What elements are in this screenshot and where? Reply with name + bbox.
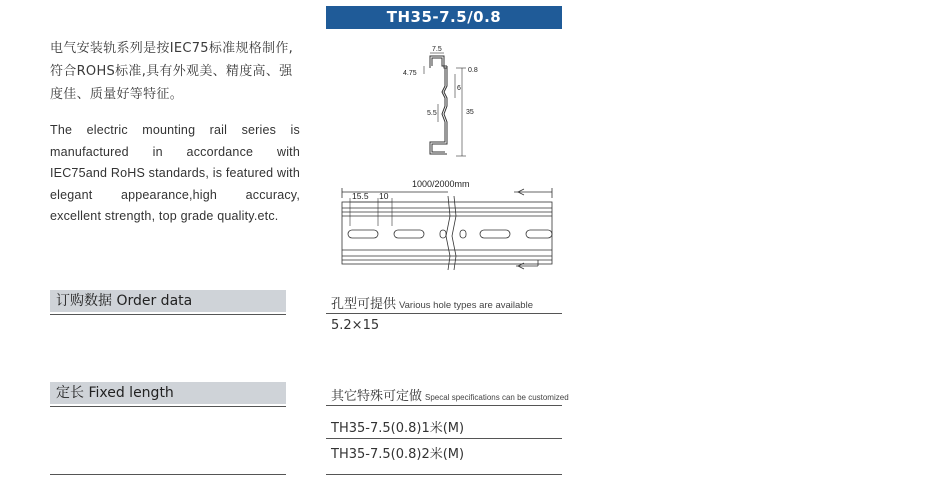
rail-drawing <box>338 176 562 274</box>
rail-dim-15-5: 15.5 <box>352 191 369 201</box>
fixed-length-label: 定长 Fixed length <box>50 382 286 404</box>
profile-dim-0-8: 0.8 <box>468 67 478 74</box>
profile-dim-5-5: 5.5 <box>427 110 437 117</box>
hole-types-heading <box>331 293 533 312</box>
intro-english: The electric mounting rail series is manufactured in accordance with IEC75and RoHS standards, is featured with elegant appearance,high accuracy, excellent strength, top grade quality.etc. <box>50 123 300 223</box>
fixed-length-rule <box>50 406 286 407</box>
hole-type-value: 5.2×15 <box>331 318 380 333</box>
fixed-length-item-2: TH35-7.5(0.8)2米(M) <box>331 447 465 462</box>
profile-dim-4-75: 4.75 <box>403 70 417 77</box>
order-data-label: 订购数据 Order data <box>50 290 286 312</box>
special-rule <box>326 405 562 406</box>
fixed-length-right-bottom-rule <box>326 474 562 475</box>
rail-length-label: 1000/2000mm <box>412 179 470 189</box>
profile-drawing <box>400 46 510 164</box>
rail-dim-10: 10 <box>379 191 389 201</box>
fixed-length-item-1: TH35-7.5(0.8)1米(M) <box>331 421 465 436</box>
order-data-rule <box>50 314 286 315</box>
intro-chinese: 电气安装轨系列是按IEC75标准规格制作,符合ROHS标准,具有外观美、精度高、强度佳、质量好等特征。 <box>50 41 294 102</box>
hole-types-rule <box>326 313 562 314</box>
fixed-length-item-rule <box>326 438 562 439</box>
profile-dim-6: 6 <box>457 85 461 92</box>
profile-dim-35: 35 <box>466 109 474 116</box>
product-title: TH35-7.5/0.8 <box>326 6 562 29</box>
special-heading <box>331 385 569 404</box>
special-cn: 其它特殊可定做 <box>331 389 423 404</box>
special-en: Specal specifications can be customized <box>425 393 569 402</box>
hole-types-en: Various hole types are available <box>399 300 533 311</box>
hole-types-cn: 孔型可提供 <box>331 297 397 312</box>
profile-dim-7-5: 7.5 <box>432 46 442 53</box>
fixed-length-bottom-rule <box>50 474 286 475</box>
